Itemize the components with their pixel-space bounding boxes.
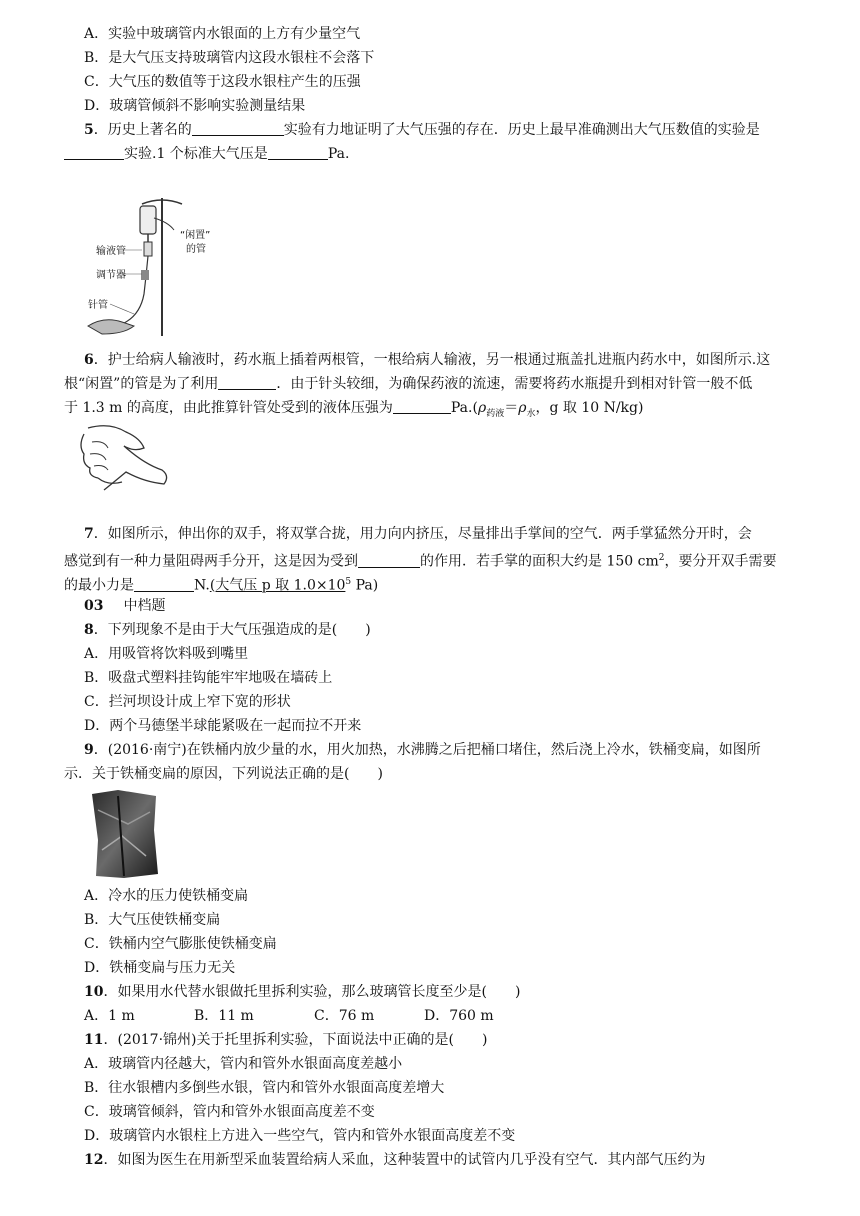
q9-line-1 <box>84 740 761 760</box>
q8-stem <box>84 620 371 640</box>
q6-text-3a: 于 1.3 m 的高度，由此推算针管处受到的液体压强为 <box>64 400 393 416</box>
q8-option-d: D．两个马德堡半球能紧吸在一起而拉不开来 <box>84 718 362 734</box>
q6-blank-1[interactable] <box>218 375 276 390</box>
q11-option-b: B．往水银槽内多倒些水银，管内和管外水银面高度差增大 <box>84 1080 445 1096</box>
section-title: 中档题 <box>123 598 166 614</box>
q9-option-a: A．冷水的压力使铁桶变扁 <box>84 888 249 904</box>
q8-option-b: B．吸盘式塑料挂钩能牢牢地吸在墙砖上 <box>84 670 333 686</box>
q9-text-1: ．(2016·南宁)在铁桶内放少量的水，用火加热，水沸腾之后把桶口堵住，然后浇上冷水，铁桶变扁，如图所 <box>93 742 761 758</box>
q5-text-4: Pa. <box>327 146 350 162</box>
q9-option-b: B．大气压使铁桶变扁 <box>84 912 221 928</box>
q7-sup-2: 2 <box>658 553 665 563</box>
iv-label-idle-2: 的管 <box>186 244 206 255</box>
q5-line-1 <box>84 120 760 140</box>
q10-option-d: D．760 m <box>424 1008 494 1024</box>
q6-line-2 <box>64 374 752 394</box>
q9-option-c: C．铁桶内空气膨胀使铁桶变扁 <box>84 936 277 952</box>
q10-stem-text: ．如果用水代替水银做托里拆利实验，那么玻璃管长度至少是( ) <box>103 984 521 1000</box>
iv-label-needle: 针管 <box>88 300 108 311</box>
q7-blank-1[interactable] <box>358 553 420 568</box>
iv-drip-figure <box>82 198 252 338</box>
q12-text-1: ．如图为医生在用新型采血装置给病人采血，这种装置中的试管内几乎没有空气．其内部气压约为 <box>103 1152 706 1168</box>
q11-stem <box>84 1030 487 1050</box>
q9-line-2: 示．关于铁桶变扁的原因，下列说法正确的是( ) <box>64 766 383 782</box>
q6-rho-1: ρ <box>477 400 487 416</box>
q7-line-1 <box>84 524 752 544</box>
q11-option-d: D．玻璃管内水银柱上方进入一些空气，管内和管外水银面高度差不变 <box>84 1128 516 1144</box>
q10-option-c: C．76 m <box>314 1008 375 1024</box>
q6-text-2a: 根“闲置”的管是为了利用 <box>64 376 219 392</box>
q9-option-d: D．铁桶变扁与压力无关 <box>84 960 236 976</box>
q6-text-2b: ．由于针头较细，为确保药液的流速，需要将药水瓶提升到相对针管一般不低 <box>276 376 753 392</box>
q4-option-a: A．实验中玻璃管内水银面的上方有少量空气 <box>84 26 361 42</box>
hands-illustration <box>74 424 174 494</box>
q7-text-3b: N. <box>194 577 210 594</box>
q5-line-2 <box>64 144 349 164</box>
q10-stem <box>84 982 520 1002</box>
q5-text-3: 实验.1 个标准大气压是 <box>124 146 268 162</box>
q7-number: 7 <box>84 526 94 542</box>
q5-blank-3[interactable] <box>268 145 328 160</box>
q8-option-c: C．拦河坝设计成上窄下宽的形状 <box>84 694 291 710</box>
q10-option-b: B．11 m <box>194 1008 254 1024</box>
section-heading <box>84 596 165 616</box>
q11-stem-text: ．(2017·锦州)关于托里拆利实验，下面说法中正确的是( ) <box>103 1032 488 1048</box>
q5-text-1: ．历史上著名的 <box>93 122 192 138</box>
q6-line-1 <box>84 350 770 370</box>
q7-text-3c: (大气压 p 取 1.0×10 <box>209 577 346 594</box>
q4-option-b: B．是大气压支持玻璃管内这段水银柱不会落下 <box>84 50 375 66</box>
q10-number: 10 <box>84 984 104 1000</box>
q5-number: 5 <box>84 122 94 138</box>
q6-line-3 <box>64 398 643 424</box>
q11-option-a: A．玻璃管内径越大，管内和管外水银面高度差越小 <box>84 1056 403 1072</box>
q7-text-2b: 的作用．若手掌的面积大约是 150 cm <box>420 553 659 570</box>
q7-text-3a: 的最小力是 <box>64 577 134 594</box>
hands-figure <box>74 424 174 494</box>
q6-eq: ＝ <box>504 400 519 416</box>
q7-text-3d: Pa) <box>351 577 379 594</box>
q6-number: 6 <box>84 352 94 368</box>
iv-label-regulator: 调节器 <box>96 270 126 281</box>
q6-sub-water: 水 <box>526 408 536 419</box>
q7-text-2c: ，要分开双手需要 <box>664 553 777 570</box>
q6-text-3b: Pa.( <box>450 400 478 416</box>
q8-stem-text: ．下列现象不是由于大气压强造成的是( ) <box>93 622 371 638</box>
q5-blank-2[interactable] <box>64 145 124 160</box>
q7-blank-2[interactable] <box>134 577 194 592</box>
q6-sub-medicine: 药液 <box>486 408 505 419</box>
q6-rho-2: ρ <box>518 400 527 416</box>
q4-option-d: D．玻璃管倾斜不影响实验测量结果 <box>84 98 306 114</box>
q7-text-1: ．如图所示，伸出你的双手，将双掌合拢，用力向内挤压，尽量排出手掌间的空气．两手掌猛然分开时，会 <box>93 526 752 542</box>
q7-line-3 <box>64 572 378 596</box>
q12-line-1 <box>84 1150 705 1170</box>
q6-blank-2[interactable] <box>393 399 451 414</box>
q11-option-c: C．玻璃管倾斜，管内和管外水银面高度差不变 <box>84 1104 375 1120</box>
q4-option-c: C．大气压的数值等于这段水银柱产生的压强 <box>84 74 361 90</box>
q9-number: 9 <box>84 742 94 758</box>
q5-blank-1[interactable] <box>192 121 284 136</box>
q10-option-a: A．1 m <box>84 1008 135 1024</box>
q5-text-2: 实验有力地证明了大气压强的存在．历史上最早准确测出大气压数值的实验是 <box>283 122 760 138</box>
q6-text-3c: ，g 取 10 N/kg) <box>535 400 644 416</box>
q12-number: 12 <box>84 1152 104 1168</box>
q8-option-a: A．用吸管将饮料吸到嘴里 <box>84 646 249 662</box>
q11-number: 11 <box>84 1032 104 1048</box>
q8-number: 8 <box>84 622 94 638</box>
iv-label-tube: 输液管 <box>96 246 126 257</box>
q6-text-1: ．护士给病人输液时，药水瓶上插着两根管，一根给病人输液，另一根通过瓶盖扎进瓶内药水中，如图所示.这 <box>93 352 771 368</box>
crushed-bucket-figure <box>88 790 160 880</box>
iv-label-idle-1: “闲置” <box>180 230 211 241</box>
q7-sup-5: 5 <box>345 577 352 587</box>
crushed-bucket-photo <box>88 790 160 880</box>
q7-line-2 <box>64 548 776 572</box>
q7-text-2a: 感觉到有一种力量阻碍两手分开，这是因为受到 <box>64 553 358 570</box>
section-number: 03 <box>84 598 104 614</box>
